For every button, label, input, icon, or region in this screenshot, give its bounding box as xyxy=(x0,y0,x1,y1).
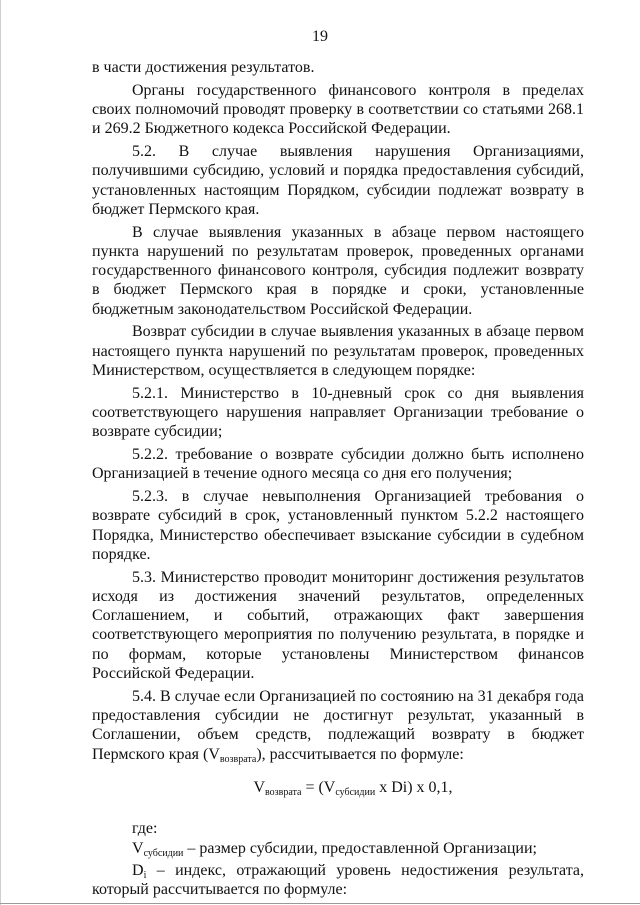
where-label: где: xyxy=(132,820,158,838)
definition-text: – размер субсидии, предоставленной Организации; xyxy=(183,839,537,857)
page-number: 19 xyxy=(312,28,328,45)
definition xyxy=(92,861,584,900)
paragraph: 5.2. В случае выявления нарушения Организациями, получившими субсидию, условий и порядка предоставления субсидий, установленных настоящим Порядком, субсидии подлежат возврату в бюджет Пермского края. xyxy=(92,142,584,218)
paragraph: в части достижения результатов. xyxy=(92,59,315,76)
subscript: возврата xyxy=(265,786,302,798)
paragraph: 5.3. Министерство проводит мониторинг достижения результатов исходя из достижения значений результатов, определенных Соглашением, и событий, отражающих факт завершения соответствующего мероприятия по получению результата, в порядке и по формам, которые установлены Министерством финансов Российской Федерации. xyxy=(92,568,584,683)
paragraph: 5.2.1. Министерство в 10-дневный срок со дня выявления соответствующего нарушения направляет Организации требование о возврате субсидии; xyxy=(92,384,584,441)
formula xyxy=(92,778,584,797)
formula-text: x Di) x 0,1, xyxy=(375,778,453,796)
paragraph xyxy=(92,687,584,764)
definition-text: – индекс, отражающий уровень недостижения результата, который рассчитывается по формуле: xyxy=(92,862,584,899)
paragraph-text: 5.4. В случае если Организацией по состоянию на 31 декабря года предоставления субсидии не достигнут результат, указанный в Соглашении, объем средств, подлежащий возврату в бюджет Пермского края (V xyxy=(92,687,584,763)
paragraph: Органы государственного финансового контроля в пределах своих полномочий проводят проверку в соответствии со статьями 268.1 и 269.2 Бюджетного кодекса Российской Федерации. xyxy=(92,81,584,138)
paragraph: В случае выявления указанных в абзаце первом настоящего пункта нарушений по результатам проверок, проведенных органами государственного финансового контроля, субсидия подлежит возврату в бюджет Пермского края в порядке и сроки, установленные бюджетным законодательством Российской Федерации. xyxy=(92,223,584,318)
subscript: субсидии xyxy=(143,847,184,859)
formula-text: = (V xyxy=(301,778,336,796)
subscript: i xyxy=(143,870,147,882)
page-left-edge xyxy=(0,0,1,905)
paragraph: 5.2.3. в случае невыполнения Организацией требования о возврате субсидий в срок, установленный пунктом 5.2.2 настоящего Порядка, Министерство обеспечивает взыскание субсидии в судебном порядке. xyxy=(92,487,584,563)
definition-symbol: V xyxy=(132,839,144,857)
definition xyxy=(92,839,584,858)
definition-symbol: D xyxy=(132,862,144,880)
paragraph: 5.2.2. требование о возврате субсидии должно быть исполнено Организацией в течение одного месяца со дня его получения; xyxy=(92,445,584,483)
document-body xyxy=(92,58,584,903)
subscript: субсидии xyxy=(335,786,376,798)
subscript: возврата xyxy=(219,753,257,765)
formula-variable: V xyxy=(253,778,266,796)
paragraph: Возврат субсидии в случае выявления указанных в абзаце первом настоящего пункта нарушений по результатам проверок, проведенных Министерством, осуществляется в следующем порядке: xyxy=(92,323,584,380)
paragraph-text: ), рассчитывается по формуле: xyxy=(256,745,464,763)
